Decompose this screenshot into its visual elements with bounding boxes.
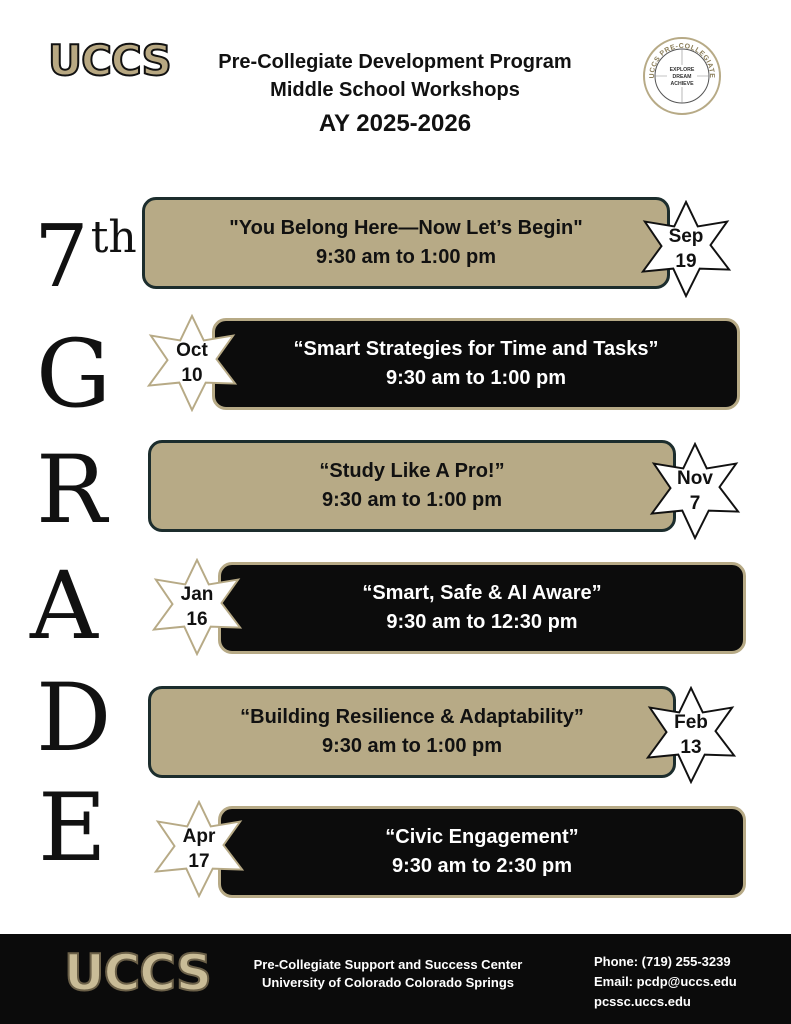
uccs-logo: UCCS xyxy=(48,36,171,85)
workshop-time: 9:30 am to 1:00 pm xyxy=(315,246,497,268)
workshop-bar-5 xyxy=(148,686,676,778)
workshop-time: 9:30 am to 1:00 pm xyxy=(321,489,503,511)
workshop-title: “Smart, Safe & AI Aware” xyxy=(362,582,602,604)
date-burst-1 xyxy=(637,200,735,298)
date-month: Oct xyxy=(176,340,208,361)
university-name: University of Colorado Colorado Springs xyxy=(261,975,515,990)
footer-center-info xyxy=(246,956,530,992)
workshop-bar-6 xyxy=(218,806,746,898)
grade-number-digit: 7 xyxy=(34,207,89,307)
program-name: Pre-Collegiate Development Program xyxy=(218,51,572,73)
workshop-title: “Civic Engagement” xyxy=(385,826,579,848)
center-name: Pre-Collegiate Support and Success Center xyxy=(253,957,523,972)
date-day: 10 xyxy=(181,365,203,386)
date-month: Feb xyxy=(674,712,708,733)
workshop-title: "You Belong Here—Now Let’s Begin" xyxy=(229,217,583,239)
date-burst-4 xyxy=(148,558,246,656)
date-burst-6 xyxy=(150,800,248,898)
workshop-time: 9:30 am to 2:30 pm xyxy=(391,855,573,877)
workshop-title: “Building Resilience & Adaptability” xyxy=(240,706,584,728)
seal-ring-text: UCCS PRE-COLLEGIATE xyxy=(648,42,716,79)
seal-word-dream: DREAM xyxy=(672,74,692,80)
workshop-title: “Study Like A Pro!” xyxy=(319,460,505,482)
grade-number xyxy=(34,207,137,307)
workshop-time: 9:30 am to 1:00 pm xyxy=(321,735,503,757)
pre-collegiate-seal xyxy=(642,36,722,116)
footer-uccs-logo: UCCS xyxy=(64,944,211,1002)
grade-number-suffix: th xyxy=(90,212,137,263)
date-burst-5 xyxy=(642,686,740,784)
workshop-title: “Smart Strategies for Time and Tasks” xyxy=(293,338,659,360)
date-day: 13 xyxy=(680,737,702,758)
footer-contact xyxy=(594,952,737,1012)
seal-word-explore: EXPLORE xyxy=(669,67,695,73)
contact-phone: Phone: (719) 255-3239 xyxy=(594,954,731,969)
date-month: Apr xyxy=(182,826,216,847)
grade-letter-d: D xyxy=(36,664,112,773)
grade-letter-r: R xyxy=(36,436,107,545)
date-day: 7 xyxy=(689,493,701,514)
contact-email[interactable]: Email: pcdp@uccs.edu xyxy=(594,974,737,989)
workshop-bar-1 xyxy=(142,197,670,289)
workshop-bar-4 xyxy=(218,562,746,654)
date-day: 16 xyxy=(186,609,208,630)
grade-letter-e: E xyxy=(38,774,107,883)
date-month: Sep xyxy=(668,226,704,247)
grade-letter-g: G xyxy=(36,320,112,429)
academic-year: AY 2025-2026 xyxy=(318,110,472,137)
contact-website[interactable]: pcssc.uccs.edu xyxy=(594,994,691,1009)
date-burst-3 xyxy=(646,442,744,540)
date-day: 19 xyxy=(675,251,697,272)
workshop-time: 9:30 am to 1:00 pm xyxy=(385,367,567,389)
workshop-series-name: Middle School Workshops xyxy=(270,79,520,101)
workshop-bar-3 xyxy=(148,440,676,532)
grade-letter-a: A xyxy=(30,552,98,661)
date-month: Jan xyxy=(180,584,214,605)
date-day: 17 xyxy=(188,851,210,872)
date-burst-2 xyxy=(143,314,241,412)
workshop-time: 9:30 am to 12:30 pm xyxy=(386,611,578,633)
date-month: Nov xyxy=(677,468,713,489)
workshop-bar-2 xyxy=(212,318,740,410)
header-title-block xyxy=(180,48,610,142)
seal-word-achieve: ACHIEVE xyxy=(670,81,694,87)
